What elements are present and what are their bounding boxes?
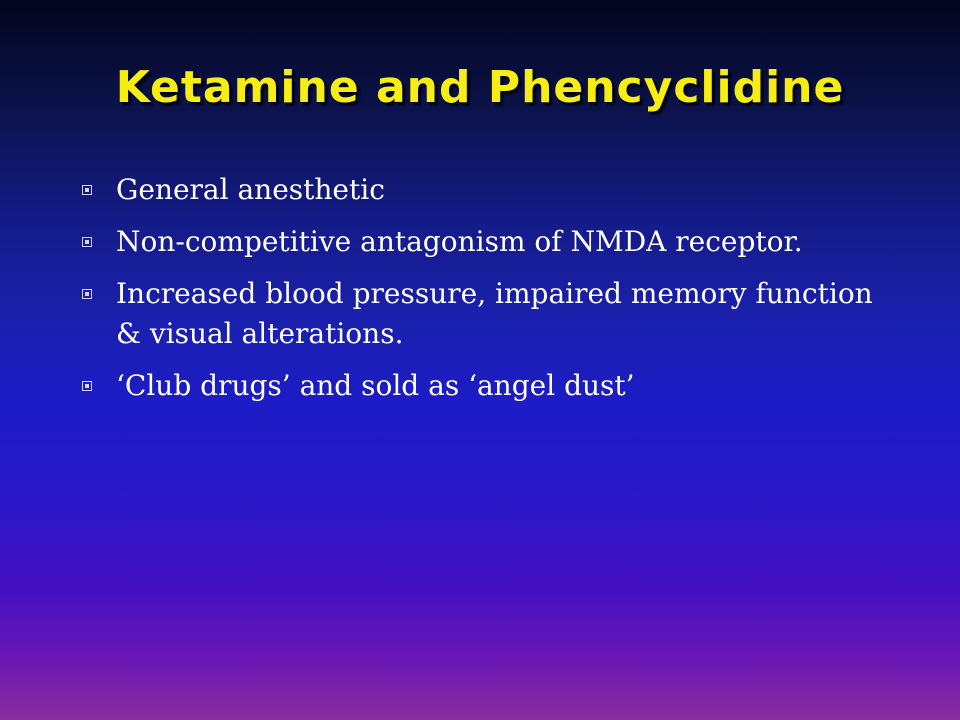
bullet-list <box>78 170 898 418</box>
bullet-item-general-anesthetic <box>78 170 898 210</box>
bullet-text: Non-competitive antagonism of NMDA receptor. <box>116 225 803 258</box>
square-bullet-icon <box>82 237 92 247</box>
square-bullet-icon <box>82 289 92 299</box>
bullet-item-club-drugs <box>78 366 898 406</box>
slide-title: Ketamine and Phencyclidine <box>115 62 845 113</box>
bullet-text: Increased blood pressure, impaired memory function & visual alterations. <box>116 277 873 350</box>
square-bullet-icon <box>82 185 92 195</box>
bullet-text: ‘Club drugs’ and sold as ‘angel dust’ <box>116 369 635 402</box>
bullet-item-nmda-antagonism <box>78 222 898 262</box>
square-bullet-icon <box>82 381 92 391</box>
bullet-text: General anesthetic <box>116 173 385 206</box>
bullet-item-effects <box>78 274 898 354</box>
